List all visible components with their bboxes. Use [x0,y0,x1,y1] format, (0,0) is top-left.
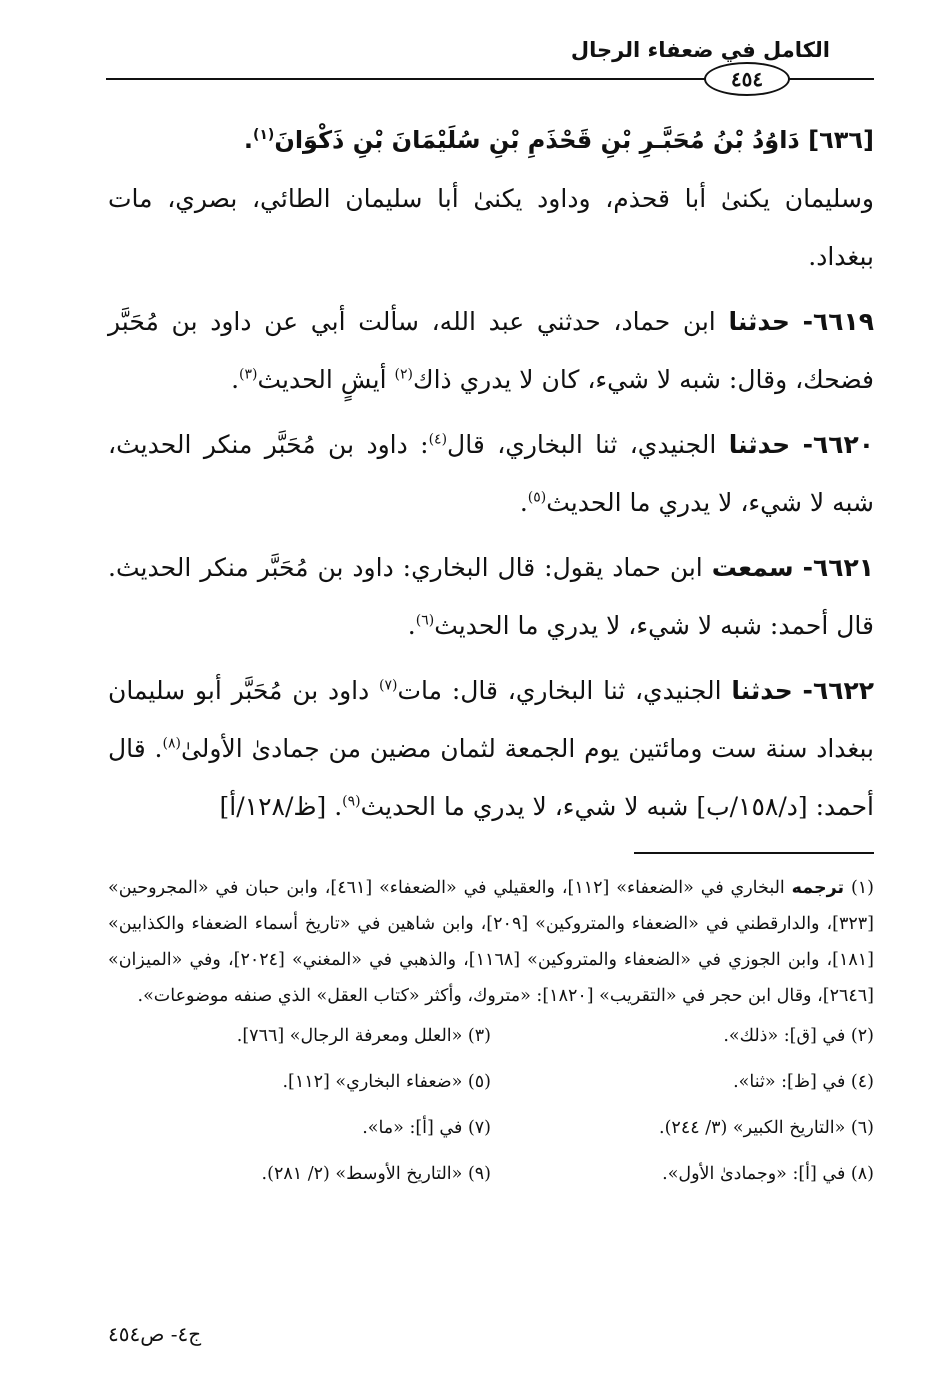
footnote-marker: (٤) [428,431,448,448]
paragraph-text: : داود بن مُحَبَّر منكر الحديث، شبه لا شيء، لا يدري ما الحديث [108,430,874,517]
paragraph-end: . [519,488,528,517]
narration-keyword: سمعت [711,553,794,582]
footnote-8: (٨) في [أ]: «وجمادىٰ الأول». [662,1164,874,1184]
paragraph-text: ابن حماد يقول: قال البخاري: داود بن مُحَبَّر منكر الحديث. قال أحمد: شبه لا شيء، لا يدري ما الحديث [108,553,874,640]
paragraph-text: ابن حماد، حدثني عبد الله، سألت أبي عن داود بن مُحَبَّر فضحك، وقال: شبه لا شيء، كان لا يدري ذاك [108,307,874,394]
paragraph-text: الجنيدي، ثنا البخاري، قال: مات [397,676,722,705]
entry-intro: وسليمان يكنىٰ أبا قحذم، وداود يكنىٰ أبا سليمان الطائي، بصري، مات ببغداد. [108,184,874,271]
entry-heading: [٦٣٦] دَاوُدُ بْنُ مُحَبَّـرِ بْنِ قَحْذَمِ بْنِ سُلَيْمَانَ بْنِ ذَكْوَانَ$^{(١)}$. [243,126,874,154]
hadith-number: ٦٦٢٠- [802,430,874,459]
paragraph-6621 [108,539,874,655]
page-number: ٤٥٤ [704,62,790,96]
running-title: الكامل في ضعفاء الرجال [570,38,830,62]
footnote-marker: (١) [252,127,275,143]
paragraph-end: . [407,611,416,640]
narration-keyword: حدثنا [731,676,793,705]
paragraph-6619 [108,293,874,409]
footnote-marker: (٧) [379,677,398,694]
footnote-marker: (٩) [342,793,361,810]
hadith-number: ٦٦١٩- [802,307,875,336]
main-text [108,118,874,843]
footnote-marker: (٦) [415,612,435,629]
manuscript-ref: . [ظ/١٢٨/أ] [219,792,343,821]
paragraph-text: أيشٍ الحديث [257,365,387,394]
footnote-4: (٤) في [ظ]: «ثنا». [733,1072,874,1092]
footnote-1 [108,870,874,1014]
narration-keyword: حدثنا [728,430,791,459]
paragraph-text: . قال أحمد: [د/١٥٨/ب] شبه لا شيء، لا يدري ما الحديث [108,734,874,821]
footnote-number: (١) [850,878,874,898]
paragraph-6620 [108,416,874,532]
footnote-rule [634,852,874,854]
footnote-marker: (٣) [239,366,258,383]
footnote-marker: (٢) [394,366,413,383]
footnote-9: (٩) «التاريخ الأوسط» (٢/ ٢٨١). [261,1164,491,1184]
footnote-6: (٦) «التاريخ الكبير» (٣/ ٢٤٤). [659,1118,874,1138]
footnote-marker: (٥) [527,489,547,506]
hadith-number: ٦٦٢١- [802,553,875,582]
footnotes [108,870,874,1192]
volume-page-ref: ج٤- ص٤٥٤ [108,1322,202,1346]
footnote-keyword: ترجمه [791,878,845,898]
narration-keyword: حدثنا [728,307,790,336]
paragraph-end: . [231,365,240,394]
paragraph-text: داود بن مُحَبَّر أبو سليمان ببغداد سنة ست ومائتين يوم الجمعة لثمان مضين من جمادىٰ الأولىٰ [108,676,874,763]
footnote-3: (٣) «العلل ومعرفة الرجال» [٧٦٦]. [236,1026,491,1046]
footnote-text: البخاري في «الضعفاء» [١١٢]، والعقيلي في «الضعفاء» [٤٦١]، وابن حبان في «المجروحين» [٣٢٣]، والدارقطني في «الضعفاء والمتروكين» [٢٠٩]، وابن شاهين في «تاريخ أسماء الضعفاء والكذابين» [١٨١]، وابن الجوزي في «الضعفاء والمتروكين» [١١٦٨]، والذهبي في «المغني» [٢٠٢٤]، وفي «الميزان» [٢٦٤٦]، وقال ابن حجر في «التقريب» [١٨٢٠]: «متروك، وأكثر «كتاب العقل» الذي صنفه موضوعات». [108,878,874,1006]
entry-heading-text: [٦٣٦] دَاوُدُ بْنُ مُحَبَّـرِ بْنِ قَحْذَمِ بْنِ سُلَيْمَانَ بْنِ ذَكْوَانَ [274,126,874,154]
footnote-7: (٧) في [أ]: «ما». [362,1118,491,1138]
paragraph-6622 [108,662,874,836]
footnote-grid [108,1018,874,1192]
footnote-marker: (٨) [162,735,181,752]
hadith-number: ٦٦٢٢- [802,676,874,705]
footnote-5: (٥) «ضعفاء البخاري» [١١٢]. [282,1072,491,1092]
footnote-2: (٢) في [ق]: «ذلك». [723,1026,874,1046]
paragraph-text: الجنيدي، ثنا البخاري، قال [447,430,717,459]
